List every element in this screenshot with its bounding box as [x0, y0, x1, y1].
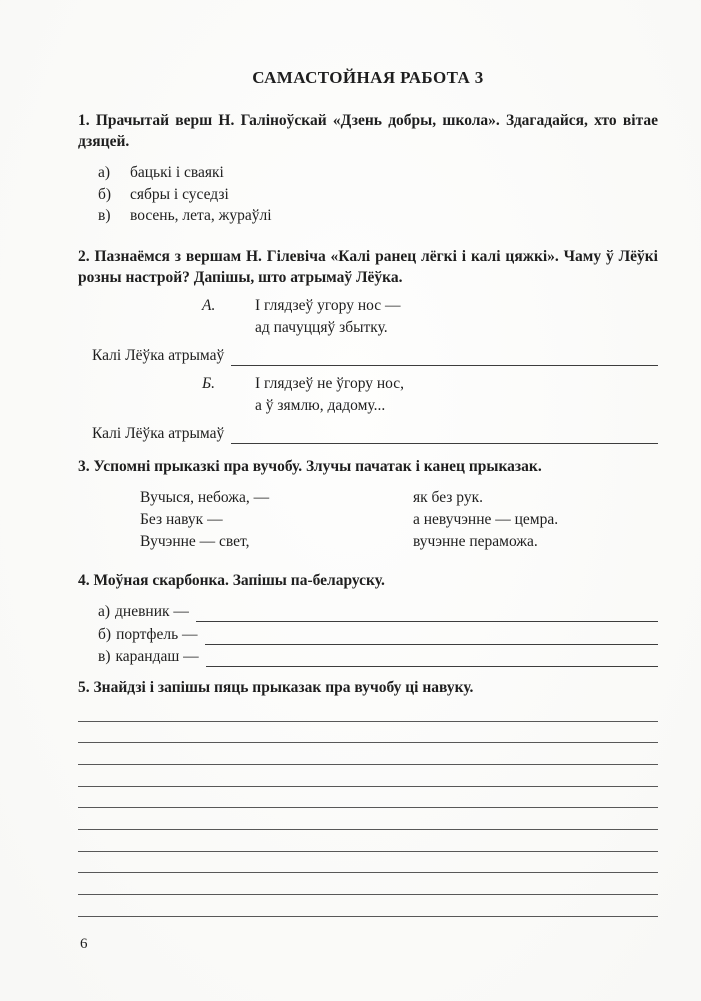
- option-text: бацькі і сваякі: [130, 164, 224, 181]
- verse-a-label: А.: [202, 296, 216, 314]
- task-5: [78, 677, 658, 917]
- task-2: [78, 246, 658, 444]
- matching-exercise: [140, 487, 658, 554]
- answer-blank-line: [231, 350, 658, 366]
- verse-a: [202, 295, 658, 339]
- task5-heading: 5. Знайдзі і запішы пяць прыказак пра вучобу ці навуку.: [78, 678, 474, 696]
- task1-heading: 1. Прачытай верш Н. Галіноўскай «Дзень добры, школа». Здагадайся, хто вітае дзяцей.: [78, 112, 658, 150]
- writing-line: [78, 700, 658, 722]
- translation-row-v: [98, 645, 658, 667]
- translation-row-b: [98, 622, 658, 644]
- translation-row-a: [98, 600, 658, 622]
- match-start: Без навук —: [140, 510, 223, 528]
- option-text: восень, лета, жураўлі: [130, 207, 272, 224]
- writing-line: [78, 787, 658, 809]
- answer-row-b: [92, 423, 658, 444]
- writing-line: [78, 722, 658, 744]
- option-marker: в): [98, 207, 111, 224]
- row-word: карандаш —: [115, 647, 199, 665]
- verse-line: а ў зямлю, дадому...: [255, 396, 386, 414]
- task2-heading: 2. Пазнаёмся з вершам Н. Гілевіча «Калі ранец лёгкі і калі цяжкі». Чаму ў Лёўкі розны настрой? Дапішы, што атрымаў Лёўка.: [78, 247, 658, 286]
- answer-blank-line: [231, 428, 658, 444]
- task4-heading: 4. Моўная скарбонка. Запішы па-беларуску.: [78, 571, 385, 589]
- writing-line: [78, 895, 658, 917]
- answer-row-a: [92, 345, 658, 366]
- match-end: як без рук.: [413, 488, 483, 506]
- task-1: [78, 110, 658, 227]
- match-end: вучэнне пераможа.: [413, 533, 538, 551]
- answer-prompt: Калі Лёўка атрымаў: [92, 424, 225, 442]
- row-marker: а): [98, 603, 111, 621]
- option-b: [98, 184, 658, 206]
- verse-line: І глядзеў угору нос —: [255, 296, 401, 314]
- option-a: [98, 162, 658, 184]
- match-start: Вучэнне — свет,: [140, 533, 250, 551]
- verse-line: ад пачуццяў збытку.: [255, 318, 388, 336]
- verse-b-label: Б.: [202, 374, 216, 392]
- task1-options: [98, 162, 658, 227]
- task-4: [78, 570, 658, 667]
- answer-blank-line: [205, 629, 658, 645]
- writing-line: [78, 830, 658, 852]
- option-marker: а): [98, 164, 111, 181]
- matching-right-column: [413, 487, 558, 554]
- writing-line: [78, 808, 658, 830]
- match-end: а невучэнне — цемра.: [413, 510, 559, 528]
- writing-line: [78, 765, 658, 787]
- writing-line: [78, 743, 658, 765]
- matching-left-column: [140, 487, 413, 554]
- page-title: САМАСТОЙНАЯ РАБОТА 3: [252, 68, 484, 87]
- row-marker: б): [98, 625, 112, 643]
- row-word: портфель —: [116, 625, 198, 643]
- row-word: дневник —: [115, 603, 189, 621]
- answer-prompt: Калі Лёўка атрымаў: [92, 346, 225, 364]
- verse-b-lines: [255, 373, 404, 417]
- writing-lines: [78, 700, 658, 917]
- option-text: сябры і суседзі: [130, 185, 229, 203]
- task3-heading: 3. Успомні прыказкі пра вучобу. Злучы пачатак і канец прыказак.: [78, 457, 542, 475]
- translation-rows: [98, 600, 658, 667]
- answer-blank-line: [196, 606, 658, 622]
- page-number: 6: [80, 935, 88, 952]
- task-3: [78, 456, 658, 554]
- match-start: Вучыся, небожа, —: [140, 488, 270, 506]
- writing-line: [78, 852, 658, 874]
- row-marker: в): [98, 647, 111, 665]
- verse-b: [202, 373, 658, 417]
- verse-line: І глядзеў не ўгору нос,: [255, 374, 405, 392]
- writing-line: [78, 873, 658, 895]
- verse-a-lines: [255, 295, 401, 339]
- option-marker: б): [98, 185, 112, 203]
- option-v: [98, 205, 658, 227]
- answer-blank-line: [206, 651, 658, 667]
